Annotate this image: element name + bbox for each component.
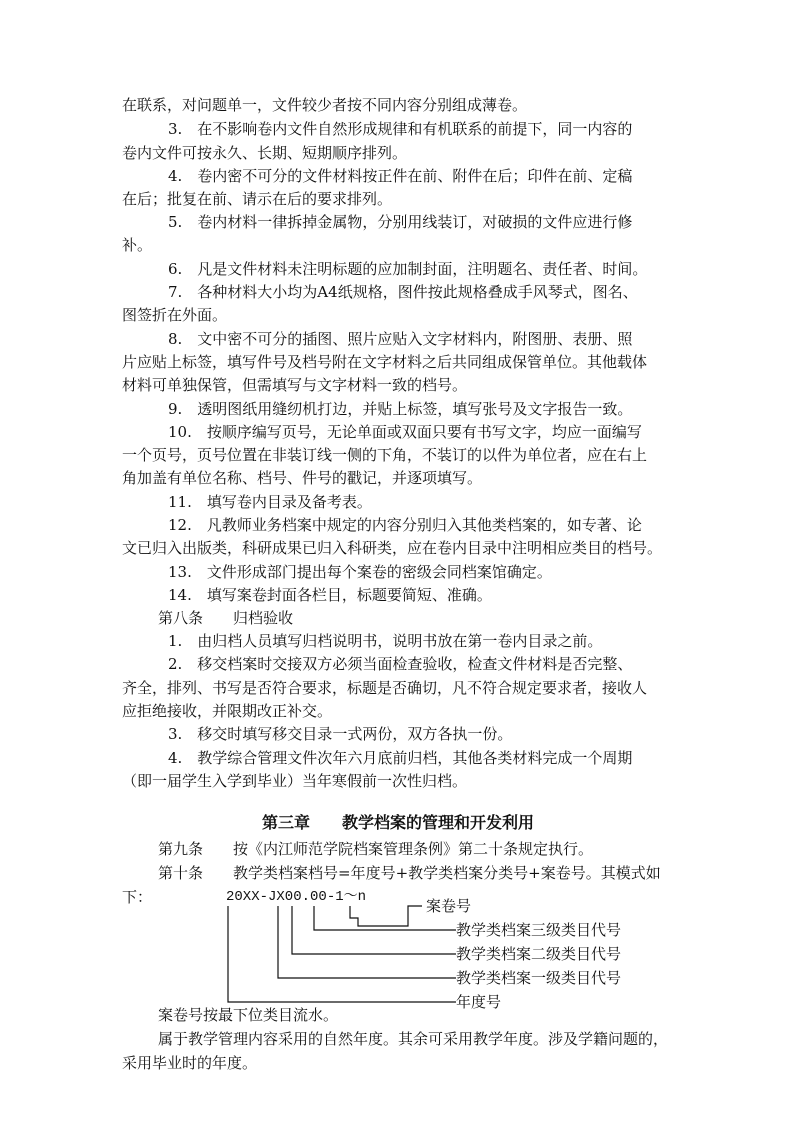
text-line: 应拒绝接收，并限期改正补交。 [122,702,333,720]
label-level2: 教学类档案二级类目代号 [456,945,622,963]
text-line: 1. 由归档人员填写归档说明书，说明书放在第一卷内目录之前。 [168,632,603,650]
text-line: 13. 文件形成部门提出每个案卷的密级会同档案馆确定。 [168,563,552,581]
text-line: 6. 凡是文件材料未注明标题的应加制封面，注明题名、责任者、时间。 [168,260,648,278]
text-line: 齐全，排列、书写是否符合要求，标题是否确切，凡不符合规定要求者，接收人 [122,679,648,697]
text-line: 12. 凡教师业务档案中规定的内容分别归入其他类档案的，如专著、论 [168,516,642,534]
text-line: 在后；批复在前、请示在后的要求排列。 [122,190,393,208]
text-line: 3. 在不影响卷内文件自然形成规律和有机联系的前提下，同一内容的 [168,120,633,138]
text-line: 5. 卷内材料一律拆掉金属物，分别用线装订，对破损的文件应进行修 [168,213,633,231]
level1-connector [278,906,456,978]
text-line: 9. 透明图纸用缝纫机打边，并贴上标签，填写张号及文字报告一致。 [168,400,633,418]
article-10-line2: 下： [122,888,153,906]
text-line: 补。 [122,236,153,254]
label-level1: 教学类档案一级类目代号 [456,969,622,987]
text-line: 一个页号，页号位置在非装订线一侧的下角，不装订的以件为单位者，应在右上 [122,446,648,464]
label-year: 年度号 [456,993,502,1011]
text-line: 2. 移交档案时交接双方必须当面检查验收，检查文件材料是否完整、 [168,655,633,673]
text-line: 8. 文中密不可分的插图、照片应贴入文字材料内，附图册、表册、照 [168,330,633,348]
juan-connector [350,906,422,926]
archive-code: 20XX-JX00.00-1～n [226,889,367,905]
text-line: 在联系，对问题单一，文件较少者按不同内容分别组成薄卷。 [122,96,528,114]
text-line: 10. 按顺序编写页号，无论单面或双面只要有书写文字，均应一面编写 [168,423,642,441]
text-line: 卷内文件可按永久、长期、短期顺序排列。 [122,144,408,162]
text-line: 片应贴上标签，填写件号及档号附在文字材料之后共同组成保管单位。其他载体 [122,353,648,371]
text-line: （即一届学生入学到毕业）当年寒假前一次性归档。 [122,772,468,790]
label-level3: 教学类档案三级类目代号 [456,921,622,939]
note-1: 案卷号按最下位类目流水。 [158,1006,339,1024]
note-2-line2: 采用毕业时的年度。 [122,1054,258,1072]
article-10-line1: 第十条 教学类档案档号=年度号+教学类档案分类号+案卷号。其模式如 [158,864,661,882]
section-heading: 第八条 归档验收 [158,609,294,627]
text-line: 3. 移交时填写移交目录一式两份，双方各执一份。 [168,725,513,743]
note-2-line1: 属于教学管理内容采用的自然年度。其余可采用教学年度。涉及学籍问题的， [158,1030,669,1048]
label-juan: 案卷号 [426,897,472,915]
chapter-title: 第三章 教学档案的管理和开发利用 [262,813,535,832]
text-line: 11. 填写卷内目录及备考表。 [168,493,372,511]
text-line: 文已归入出版类，科研成果已归入科研类，应在卷内目录中注明相应类目的档号。 [122,539,663,557]
text-line: 14. 填写案卷封面各栏目，标题要简短、准确。 [168,586,492,604]
text-line: 材料可单独保管，但需填写与文字材料一致的档号。 [122,376,468,394]
text-line: 图签折在外面。 [122,306,228,324]
text-line: 7. 各种材料大小均为A4纸规格，图件按此规格叠成手风琴式，图名、 [168,283,638,301]
text-line: 4. 卷内密不可分的文件材料按正件在前、附件在后；印件在前、定稿 [168,167,633,185]
text-line: 角加盖有单位名称、档号、件号的戳记，并逐项填写。 [122,469,483,487]
article-9: 第九条 按《内江师范学院档案管理条例》第二十条规定执行。 [158,840,594,858]
text-line: 4. 教学综合管理文件次年六月底前归档，其他各类材料完成一个周期 [168,749,633,767]
